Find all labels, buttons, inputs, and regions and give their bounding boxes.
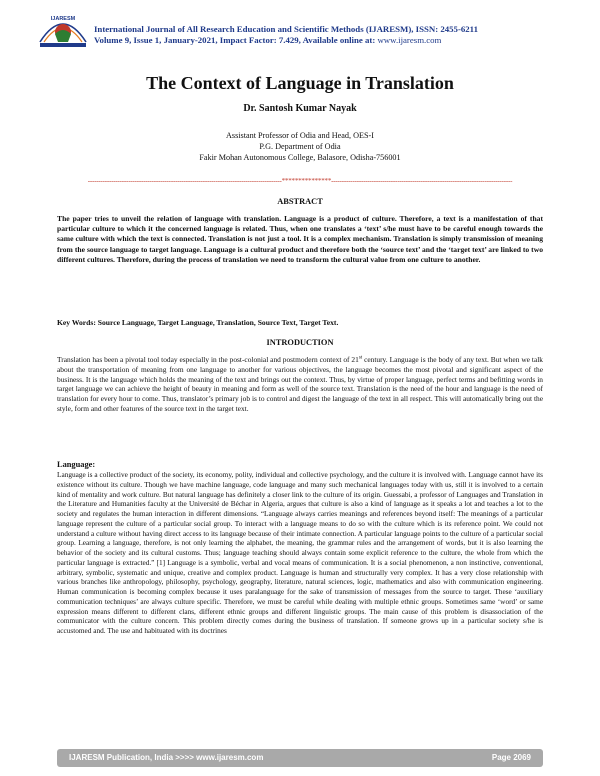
introduction-text — [57, 355, 543, 414]
footer-publisher: IJARESM Publication, India >>>> www.ijaresm.com — [69, 753, 264, 762]
journal-name-line: International Journal of All Research Education and Scientific Methods (IJARESM), ISSN: 2455-6211 — [94, 24, 478, 34]
keywords: Key Words: Source Language, Target Language, Translation, Source Text, Target Text. — [57, 318, 339, 327]
volume-info: Volume 9, Issue 1, January-2021, Impact Factor: 7.429, Available online at: — [94, 35, 378, 45]
paper-title: The Context of Language in Translation — [146, 73, 454, 93]
abstract-text: The paper tries to unveil the relation of language with translation. Language is a product of culture. Therefore, a text is a manifestation of that particular culture to which it the concerned language is related. Thus, when one translates a ‘text’ s/he must have to be careful enough towards the same culture with which the text is connected. Translation is not just a tool. It is a complex mechanism. Translation is simply transmission of meaning from the source language to target language. Language is a cultural product and therefore both the ‘source text’ and the ‘target text’ are linked to two different cultures. Therefore, during the process of translation we need to transform the cultural value from one culture to another. — [57, 214, 543, 264]
volume-line — [94, 35, 478, 46]
author-affiliation — [0, 130, 600, 163]
language-heading: Language: — [57, 460, 96, 469]
journal-logo — [34, 10, 92, 50]
intro-text-part: Translation has been a pivotal tool today especially in the post-colonial and postmodern context of 21 — [57, 355, 359, 364]
intro-text-part: century. Language is the body of any text. But when we talk about the transportation of meaning from one language to another for various objectives, the language becomes the most pivotal and significant aspect of the business. It is the language which holds the meaning of the text and brings out the context. Thus, by virtue of proper language, perfect terms and befitting words in target language we can achieve the height of beauty in meaning and form as well of the source text. Translation is the need of the hour and language is the need of translation for every hour to come. Thus, translator’s primary job is to control and digest the language of the text in all respect. This will automatically bring out the style, form and other features of the source text in the target text. — [57, 355, 543, 413]
author-name: Dr. Santosh Kumar Nayak — [243, 103, 357, 114]
affiliation-line: Assistant Professor of Odia and Head, OES-I — [225, 131, 375, 140]
abstract-heading: ABSTRACT — [277, 197, 323, 206]
journal-header — [34, 10, 574, 50]
language-text: Language is a collective product of the society, its economy, polity, individual and collective psychology, and the culture it is involved with. Language cannot have its existence without its culture. Though we have machine language, code language and many such mechanical languages today with us, still it is involved to a certain kind of mentality and work culture. But natural language has definitely a closer link to the culture of its origin. Guessabi, a professor of Languages and Translation in the Literature and Humanities faculty at the Université de Béchar in Algeria, argues that culture is also a kind of language as it speaks a lot and teaches a lot to the society and regulates the human interaction in different dimensions. “Language always carries meanings and references beyond itself: The meanings of a particular language represent the culture of a particular social group. To interact with a language means to do so with the culture which is its reference point. We could not understand a culture without having direct access to its language because of their intimate connection. A particular language points to the culture of a particular social group. Learning a language, therefore, is not only learning the alphabet, the meaning, the grammar rules and the arrangement of words, but it is also learning the behavior of the society and its cultural customs. Thus; language teaching should always contain some explicit reference to the culture, the whole from which the particular language is extracted.” [1] Language is a symbolic, verbal and vocal means of communication. It is a social phenomenon, a non instinctive, conventional, arbitrary, symbolic, systematic and unique, creative and complex product. Language is human and structurally very complex. It has a very close relationship with various branches like anthropology, philosophy, psychology, geography, literature, natural sciences, logic, mathematics and also with communication engineering. Human communication is becoming complex because it uses paralanguage for the sake of transmission of messages from the source to target. These ‘auxiliary communication techniques’ are always culture specific. Therefore, we must be careful while dealing with multiple ethnic groups. Sometimes same ‘word’ or same expression means different to different clans, different ethnic groups and different linguistic groups. The main cause of this problem is disassociation of the communicator with the culture concern. This problem directly comes during the business of translation. If someone grows up in a particular society s/he is accustomed and. The use and habituated with its doctrines — [57, 470, 543, 635]
affiliation-line: Fakir Mohan Autonomous College, Balasore, Odisha-756001 — [199, 153, 401, 162]
journal-url-link[interactable]: www.ijaresm.com — [377, 35, 442, 45]
svg-text:IJARESM: IJARESM — [50, 16, 76, 22]
affiliation-line: P.G. Department of Odia — [259, 142, 341, 151]
journal-citation — [94, 24, 478, 46]
page-number: Page 2069 — [491, 753, 531, 762]
introduction-heading: INTRODUCTION — [266, 338, 334, 347]
superscript: st — [358, 355, 363, 361]
section-separator: -------------------------------------------------------------------------------------------***************------------------------------------------------------------------------------------- — [87, 177, 513, 185]
page-footer — [57, 749, 543, 767]
